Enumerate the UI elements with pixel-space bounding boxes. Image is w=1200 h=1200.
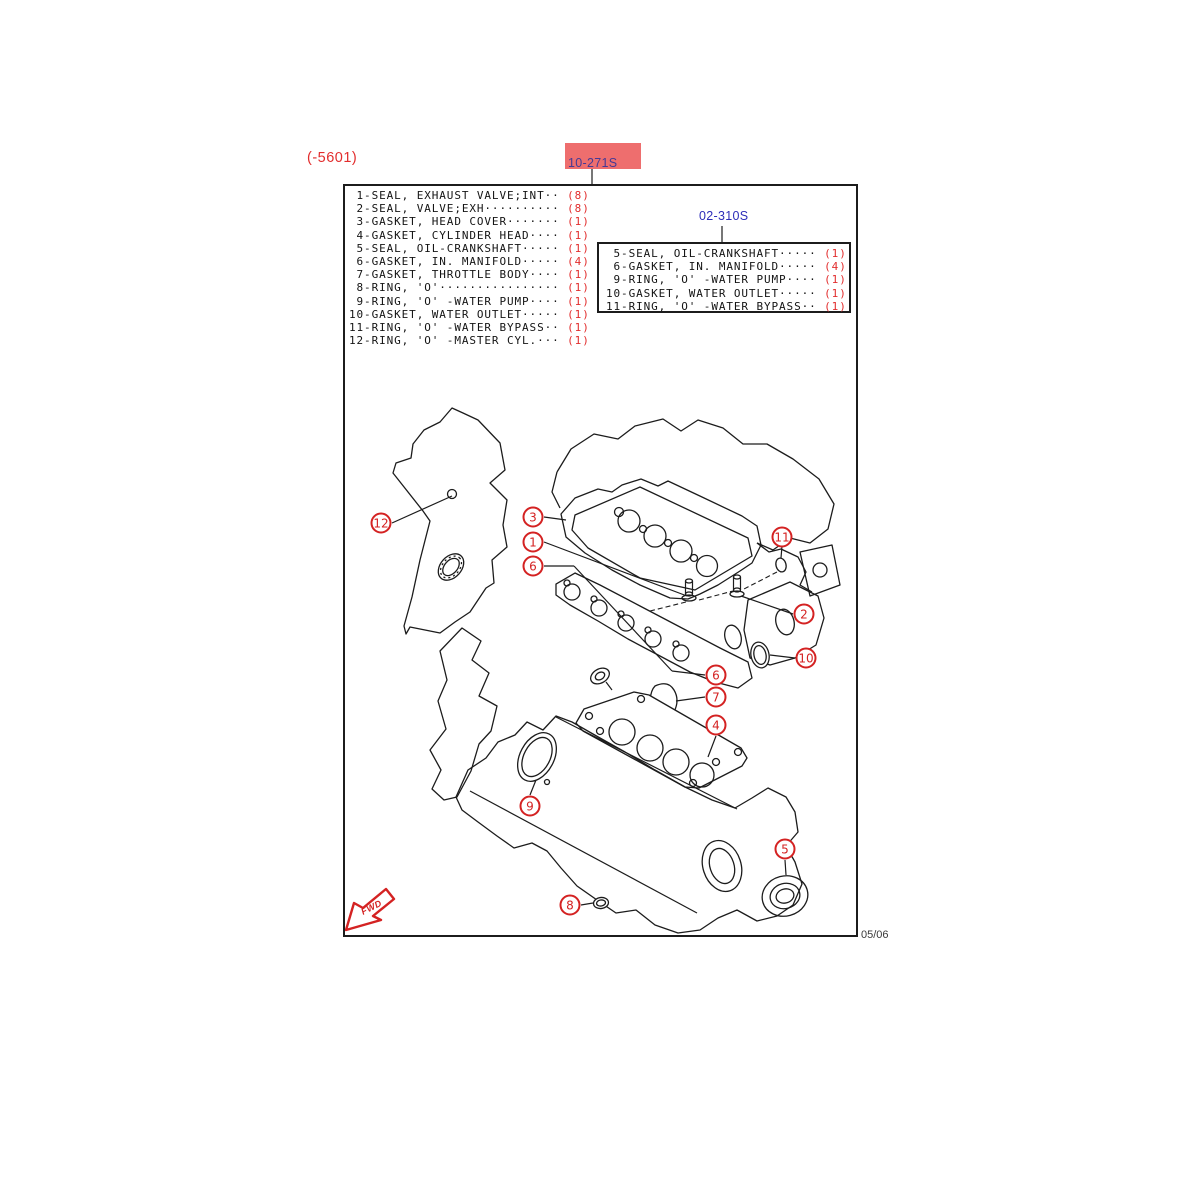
part-label: 2-SEAL, VALVE;EXH·········· — [349, 202, 560, 216]
sub-part-code-label[interactable]: 02-310S — [699, 209, 749, 223]
restriction-code: (-5601) — [307, 150, 358, 166]
sheet-code: 05/06 — [861, 929, 889, 941]
part-label: 10-GASKET, WATER OUTLET····· — [606, 286, 817, 300]
callout-3[interactable]: 3 — [523, 507, 544, 528]
parts-list-row — [606, 300, 847, 313]
part-label: 7-GASKET, THROTTLE BODY···· — [349, 268, 560, 282]
parts-list-row — [349, 308, 590, 321]
part-qty: (1) — [559, 268, 590, 282]
part-qty: (1) — [559, 294, 590, 308]
part-label: 3-GASKET, HEAD COVER······· — [349, 215, 560, 229]
parts-list-row — [349, 255, 590, 268]
part-label: 9-RING, 'O' -WATER PUMP···· — [349, 294, 560, 308]
parts-list-row — [349, 295, 590, 308]
callout-5[interactable]: 5 — [775, 839, 796, 860]
parts-list-row — [349, 334, 590, 347]
callout-4[interactable]: 4 — [706, 715, 727, 736]
part-qty: (8) — [559, 189, 590, 202]
parts-list-row — [606, 273, 847, 286]
part-qty: (1) — [559, 321, 590, 335]
parts-list-row — [349, 189, 590, 202]
callout-10[interactable]: 10 — [796, 648, 817, 669]
callout-9[interactable]: 9 — [520, 796, 541, 817]
part-qty: (1) — [816, 299, 847, 313]
part-label: 4-GASKET, CYLINDER HEAD···· — [349, 228, 560, 242]
callout-8[interactable]: 8 — [560, 895, 581, 916]
part-code-label[interactable]: 10-271S — [568, 156, 618, 170]
part-qty: (1) — [559, 334, 590, 348]
callout-1[interactable]: 1 — [523, 532, 544, 553]
callout-7[interactable]: 7 — [706, 687, 727, 708]
part-label: 6-GASKET, IN. MANIFOLD····· — [349, 255, 560, 269]
fwd-label: FWD — [359, 897, 384, 917]
parts-list-row — [606, 260, 847, 273]
callout-2[interactable]: 2 — [794, 604, 815, 625]
part-label: 11-RING, 'O' -WATER BYPASS·· — [349, 321, 560, 335]
part-qty: (1) — [559, 215, 590, 229]
callout-6[interactable]: 6 — [523, 556, 544, 577]
callout-11[interactable]: 11 — [772, 527, 793, 548]
parts-list-row — [349, 202, 590, 215]
part-qty: (8) — [559, 202, 590, 216]
part-qty: (1) — [816, 286, 847, 300]
parts-list-row — [606, 247, 847, 260]
callout-12[interactable]: 12 — [371, 513, 392, 534]
part-label: 9-RING, 'O' -WATER PUMP···· — [606, 273, 817, 287]
parts-list-row — [349, 229, 590, 242]
part-qty: (1) — [816, 273, 847, 287]
part-qty: (1) — [559, 307, 590, 321]
part-qty: (1) — [559, 281, 590, 295]
main-parts-list — [349, 189, 590, 347]
callout-6[interactable]: 6 — [706, 665, 727, 686]
part-label: 10-GASKET, WATER OUTLET····· — [349, 307, 560, 321]
sub-parts-list — [606, 247, 847, 313]
part-label: 12-RING, 'O' -MASTER CYL.··· — [349, 334, 560, 348]
parts-list-row — [349, 242, 590, 255]
part-label: 8-RING, 'O'················ — [349, 281, 560, 295]
part-qty: (4) — [559, 255, 590, 269]
parts-list-row — [349, 268, 590, 281]
part-qty: (4) — [816, 260, 847, 274]
parts-list-row — [349, 321, 590, 334]
part-label: 5-SEAL, OIL-CRANKSHAFT····· — [349, 241, 560, 255]
part-qty: (1) — [559, 228, 590, 242]
parts-list-row — [349, 281, 590, 294]
parts-list-row — [349, 215, 590, 228]
part-label: 6-GASKET, IN. MANIFOLD····· — [606, 260, 817, 274]
part-qty: (1) — [559, 241, 590, 255]
part-label: 11-RING, 'O' -WATER BYPASS·· — [606, 299, 817, 313]
part-label: 5-SEAL, OIL-CRANKSHAFT····· — [606, 247, 817, 260]
parts-list-row — [606, 287, 847, 300]
part-qty: (1) — [816, 247, 847, 260]
part-label: 1-SEAL, EXHAUST VALVE;INT·· — [349, 189, 560, 202]
